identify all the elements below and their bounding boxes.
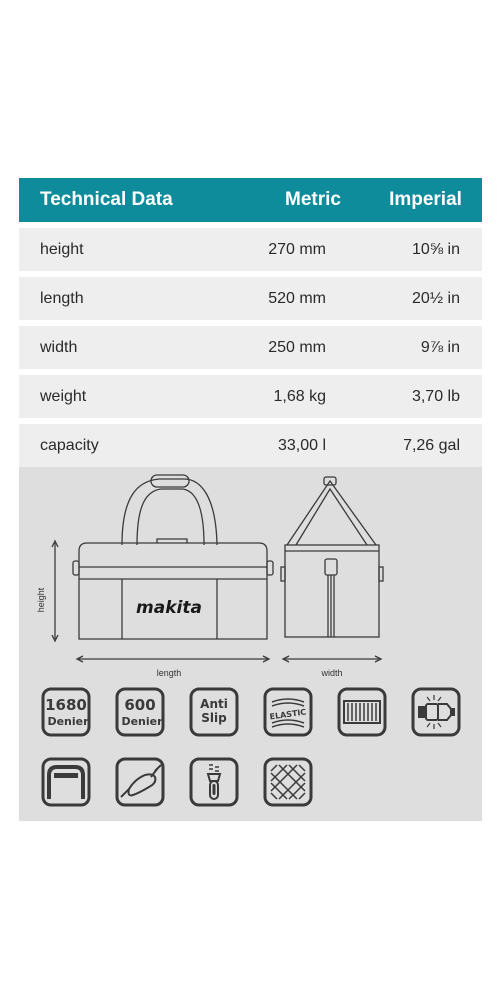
row-label: height <box>40 240 84 258</box>
header-technical-data: Technical Data <box>40 189 173 210</box>
bag-diagram-panel <box>19 467 482 821</box>
1680-denier-icon <box>41 687 91 742</box>
strap-webbing-icon <box>337 687 387 742</box>
height-label: height <box>36 587 46 613</box>
mesh-icon <box>263 757 313 812</box>
length-label: length <box>156 668 182 678</box>
row-imperial: 20½ in <box>411 289 460 307</box>
row-label: length <box>40 289 84 307</box>
table-row <box>19 424 482 467</box>
row-metric: 250 mm <box>268 338 326 356</box>
svg-text:Anti: Anti <box>200 697 228 711</box>
buckle-icon <box>411 687 461 742</box>
table-row <box>19 277 482 320</box>
svg-text:ELASTIC: ELASTIC <box>269 707 307 722</box>
handle-icon <box>41 757 91 812</box>
zipper-icon <box>189 757 239 812</box>
table-row <box>19 326 482 369</box>
row-metric: 520 mm <box>268 289 326 307</box>
row-imperial: 7,26 gal <box>403 436 460 454</box>
svg-text:Slip: Slip <box>201 711 227 725</box>
row-metric: 270 mm <box>268 240 326 258</box>
denier-number: 600 <box>124 696 156 714</box>
denier-label: Denier <box>121 715 163 728</box>
header-metric: Metric <box>285 189 341 210</box>
denier-number: 1680 <box>45 696 87 714</box>
table-header <box>19 178 482 222</box>
row-label: capacity <box>40 436 99 454</box>
header-imperial: Imperial <box>389 189 462 210</box>
600-denier-icon <box>115 687 165 742</box>
row-metric: 1,68 kg <box>273 387 326 405</box>
row-imperial: 3,70 lb <box>411 387 460 405</box>
row-label: width <box>40 338 78 356</box>
anti-slip-icon <box>189 687 239 742</box>
row-label: weight <box>40 387 87 405</box>
elastic-icon <box>263 687 313 742</box>
shoulder-strap-icon <box>115 757 165 812</box>
table-row <box>19 228 482 271</box>
row-metric: 33,00 l <box>277 436 326 454</box>
denier-label: Denier <box>47 715 89 728</box>
table-row <box>19 375 482 418</box>
row-imperial: 10⅝ in <box>411 240 460 258</box>
row-imperial: 9⅞ in <box>420 338 460 356</box>
width-label: width <box>321 668 343 678</box>
technical-data-table <box>19 178 482 467</box>
brand-logo: makita <box>136 598 202 618</box>
